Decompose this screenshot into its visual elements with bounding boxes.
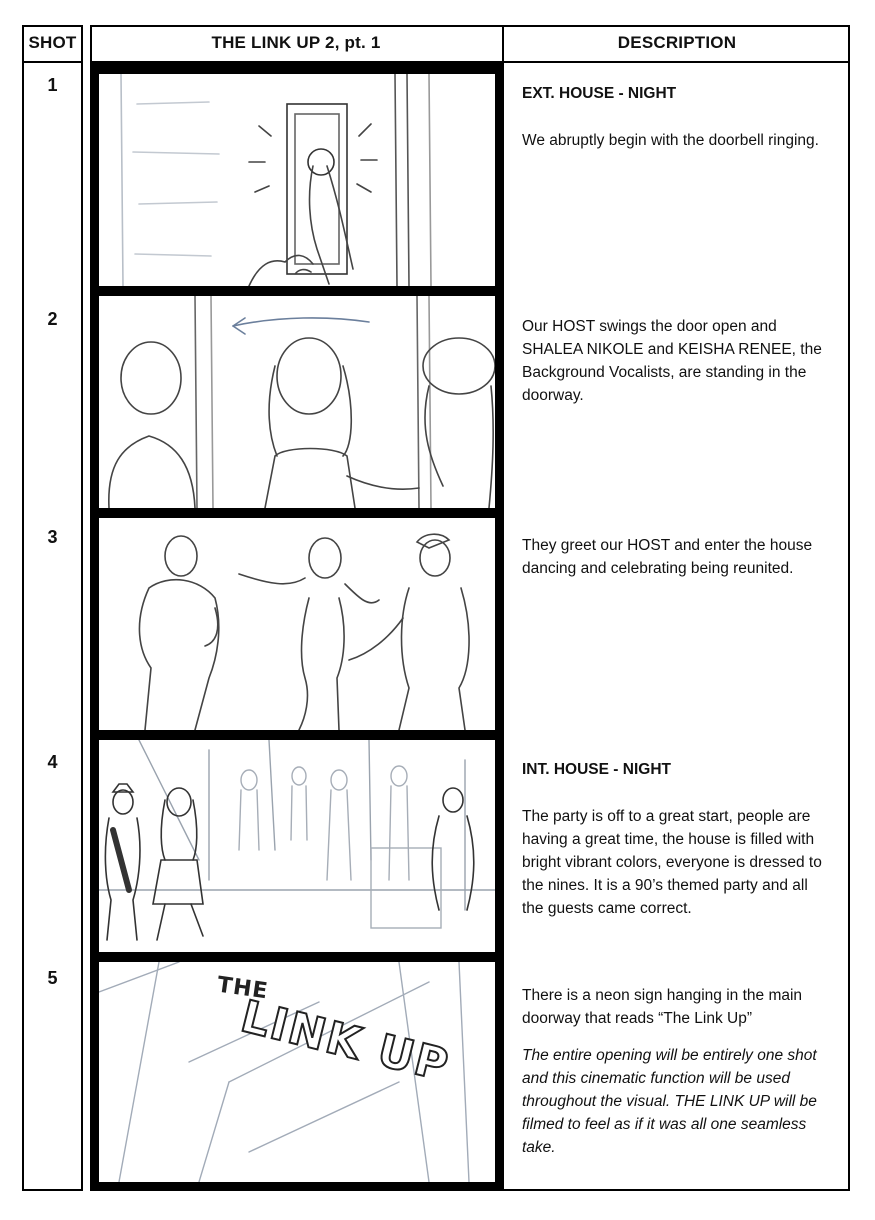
shot-2-description [522,315,832,407]
header-shot: SHOT [28,33,77,52]
scene-heading: EXT. HOUSE - NIGHT [522,85,677,102]
header-rule-shot [22,61,83,63]
panel-1-sketch [99,74,495,286]
shot-column-frame [22,25,83,1191]
panel-3-sketch [99,518,495,730]
panel-4-sketch [99,740,495,952]
neon-sign-line-2: LINK UP [235,991,455,1092]
shot-5-description [522,984,832,1159]
neon-sign-line-1: THE [215,972,270,1005]
header-description: DESCRIPTION [617,33,737,52]
shot-4-description [522,758,832,920]
panel-5-sketch [99,962,495,1182]
shot-number: 4 [47,752,58,772]
description-text: There is a neon sign hanging in the main doorway that reads “The Link Up” [522,987,803,1027]
shot-1-description [522,82,832,152]
description-text: The party is off to a great start, people are having a great time, the house is filled with bright vibrant colors, everyone is dressed to the nines. It is a 90’s themed party and all the guests came correct. [522,808,822,917]
description-text: We abruptly begin with the doorbell ringing. [522,132,819,149]
description-note: The entire opening will be entirely one shot and this cinematic function will be used throughout the visual. THE LINK UP will be filmed to feel as if it was all one seamless take. [522,1047,817,1156]
shot-number: 3 [47,527,58,547]
shot-number: 2 [47,309,58,329]
scene-heading: INT. HOUSE - NIGHT [522,761,671,778]
header-title: THE LINK UP 2, pt. 1 [211,33,381,52]
panel-2-sketch [99,296,495,508]
shot-number: 1 [47,75,58,95]
shot-number: 5 [47,968,58,988]
shot-3-description [522,534,832,580]
column-divider [502,25,504,1191]
description-text: They greet our HOST and enter the house dancing and celebrating being reunited. [522,537,813,577]
description-text: Our HOST swings the door open and SHALEA NIKOLE and KEISHA RENEE, the Background Vocalists, are standing in the doorway. [522,318,822,404]
